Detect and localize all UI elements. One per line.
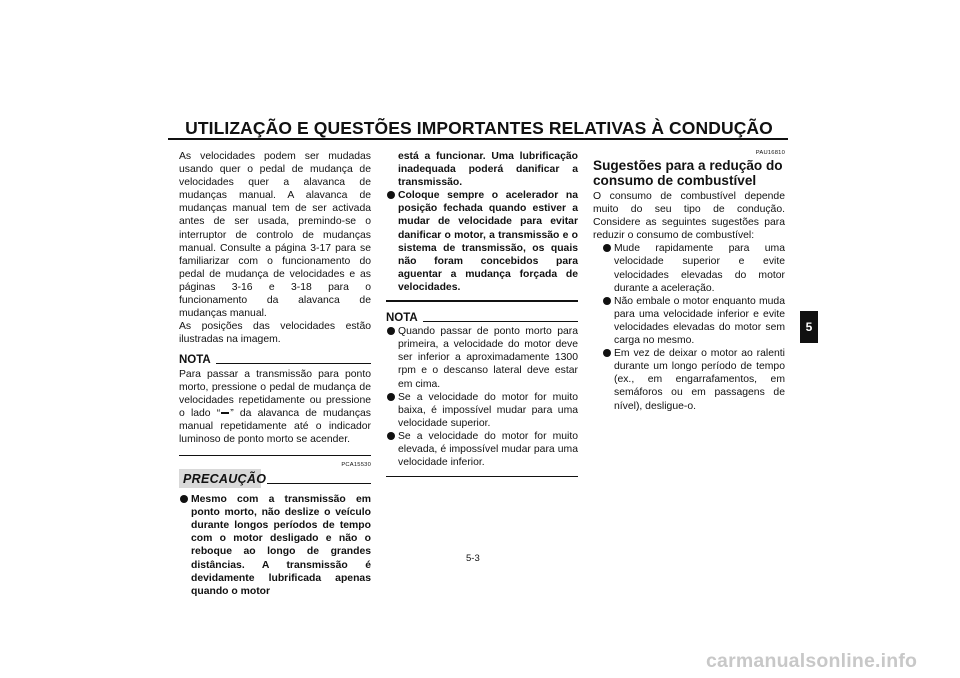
precaucao-rule bbox=[267, 483, 371, 484]
nota-rule bbox=[216, 363, 371, 364]
nota-2-end-rule bbox=[386, 476, 578, 477]
fuel-tip-3-text: Em vez de deixar o motor ao ralenti durante um longo período de tempo (ex., em engarrafamentos, em semáforos ou em passagens de nível), desligue-o. bbox=[614, 348, 785, 412]
bullet-dot-icon bbox=[180, 495, 188, 503]
precaucao-label: PRECAUÇÃO bbox=[179, 469, 261, 488]
page-number: 5-3 bbox=[466, 553, 480, 564]
bullet-dot-icon bbox=[387, 432, 395, 440]
column-2 bbox=[386, 150, 578, 477]
precaucao-bullet-1-text: Mesmo com a transmissão em ponto morto, não deslize o veículo durante longos períodos de tempo com o motor desligado e não o reboque ao longo de grandes distâncias. A transmissão é devidamente lubrificada apenas quando o motor bbox=[191, 494, 371, 597]
nota-2-bullet-3 bbox=[386, 430, 578, 469]
nota-2-bullet-2-text: Se a velocidade do motor for muito baixa, é impossível mudar para uma velocidade superior. bbox=[398, 391, 578, 429]
column-3 bbox=[593, 150, 785, 413]
nota-label: NOTA bbox=[179, 354, 211, 367]
nota-2-bullet-3-text: Se a velocidade do motor for muito elevada, é impossível mudar para uma velocidade inferior. bbox=[398, 430, 578, 469]
gear-positions-paragraph: As posições das velocidades estão ilustradas na imagem. bbox=[179, 321, 371, 346]
minus-symbol-icon bbox=[221, 412, 229, 414]
fuel-tip-3 bbox=[593, 347, 785, 412]
nota-end-rule bbox=[179, 455, 371, 456]
fuel-intro-paragraph: O consumo de combustível depende muito do seu tipo de condução. Considere as seguintes sugestões para reduzir o consumo de combustível: bbox=[593, 191, 785, 242]
page-header-title: UTILIZAÇÃO E QUESTÕES IMPORTANTES RELATIVAS À CONDUÇÃO bbox=[185, 118, 773, 138]
bullet-dot-icon bbox=[603, 297, 611, 305]
bullet-dot-icon bbox=[603, 349, 611, 357]
precaucao-bullet-1 bbox=[179, 493, 371, 598]
section-heading: Sugestões para a redução do consumo de combustível bbox=[593, 158, 783, 188]
watermark-text: carmanualsonline.info bbox=[706, 650, 918, 672]
precaucao-bullet-1-continued bbox=[386, 150, 578, 189]
nota-2-rule bbox=[423, 321, 578, 322]
column-1 bbox=[179, 150, 371, 598]
nota-text-part-a: Para passar a transmissão para ponto morto, pressione o pedal de mudança de velocidades repetidamente ou pressione o lado “ bbox=[179, 368, 371, 419]
nota-2-bullet-1-text: Quando passar de ponto morto para primeira, a velocidade do motor deve ser inferior a aproximadamente 1300 rpm e o descanso lateral deve estar em cima. bbox=[398, 326, 578, 390]
bullet-dot-icon bbox=[603, 244, 611, 252]
section-code: PAU16810 bbox=[755, 150, 785, 156]
header-rule bbox=[168, 138, 788, 140]
precaucao-bullet-2 bbox=[386, 189, 578, 294]
fuel-tip-1-text: Mude rapidamente para uma velocidade superior e evite velocidades elevadas do motor durante a aceleração. bbox=[614, 243, 785, 294]
precaucao-bullet-2-text: Coloque sempre o acelerador na posição fechada quando estiver a mudar de velocidade para evitar danificar o motor, a transmissão e o sistema de transmissão, os quais não foram concebidos para aguentar a mudança forçada de velocidades. bbox=[398, 190, 578, 293]
gear-change-paragraph: As velocidades podem ser mudadas usando quer o pedal de mudança de velocidades quer a alavanca de mudanças manual. A alavanca de mudanças manual tem de ser activada antes de ser usada, premindo-se o interruptor de controlo de mudanças manual. Consulte a página 3-17 para se familiarizar com o funcionamento do pedal de mudança de velocidades e as páginas 3-16 e 3-18 para o funcionamento da alavanca de mudanças manual. bbox=[179, 151, 371, 320]
precaucao-bullet-1-end-text: está a funcionar. Uma lubrificação inadequada poderá danificar a transmissão. bbox=[398, 151, 578, 189]
chapter-tab: 5 bbox=[800, 311, 818, 343]
bullet-dot-icon bbox=[387, 327, 395, 335]
precaucao-heading bbox=[179, 469, 371, 488]
fuel-tip-2 bbox=[593, 295, 785, 347]
fuel-tip-2-text: Não embale o motor enquanto muda para uma velocidade inferior e evite velocidades elevadas do motor sem carga no mesmo. bbox=[614, 295, 785, 347]
caution-code: PCA15530 bbox=[341, 462, 371, 469]
nota-text bbox=[179, 368, 371, 447]
bullet-dot-icon bbox=[387, 393, 395, 401]
fuel-tip-1 bbox=[593, 242, 785, 294]
nota-heading bbox=[179, 354, 371, 367]
precaucao-end-rule bbox=[386, 300, 578, 302]
bullet-dot-icon bbox=[387, 191, 395, 199]
nota-2-heading bbox=[386, 312, 578, 325]
nota-text-part-b: ” da alavanca de mudanças manual repetidamente até o indicador luminoso de ponto morto se acender. bbox=[179, 407, 371, 445]
nota-2-label: NOTA bbox=[386, 312, 418, 325]
nota-2-bullet-1 bbox=[386, 325, 578, 390]
nota-2-bullet-2 bbox=[386, 391, 578, 430]
